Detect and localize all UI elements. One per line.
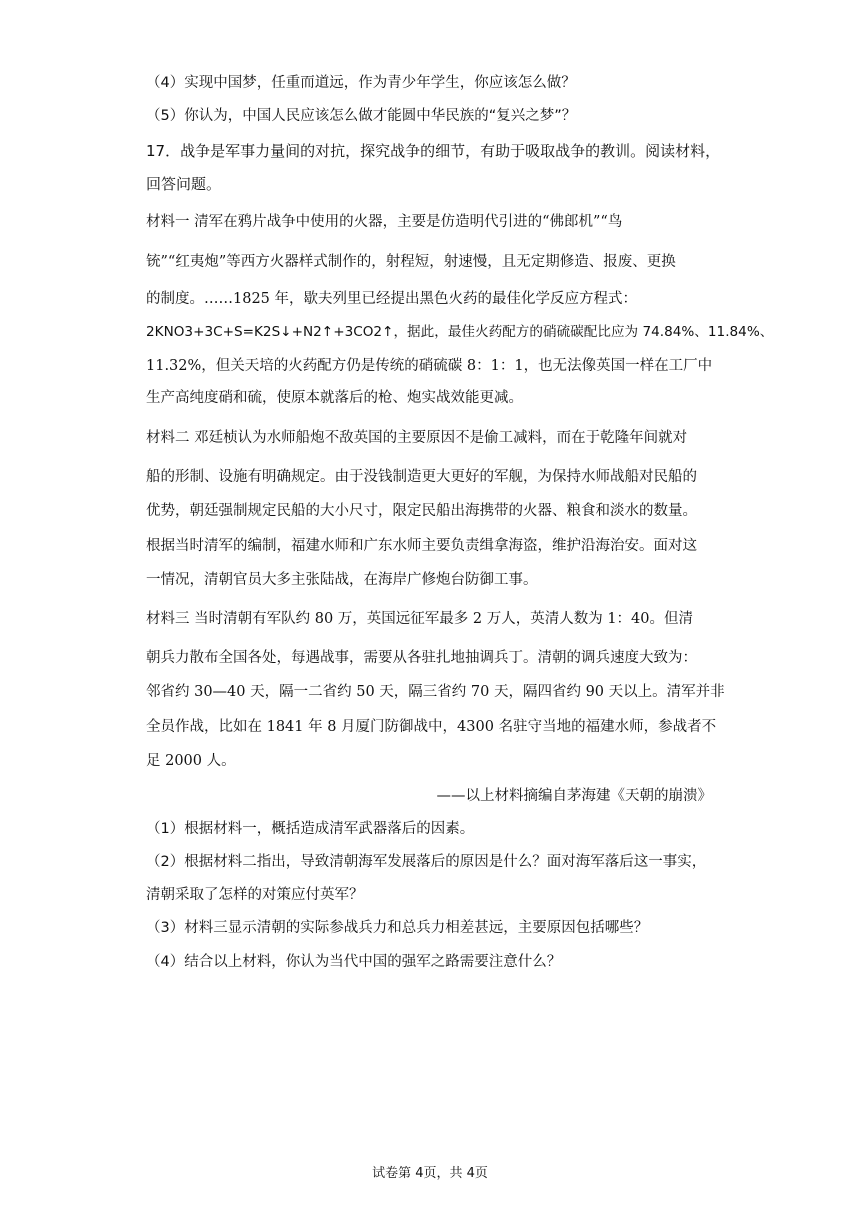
sub-question-4: （4）结合以上材料，你认为当代中国的强军之路需要注意什么？: [146, 954, 562, 970]
q17-prompt-line-2: 回答问题。: [146, 175, 222, 193]
material1-line: 生产高纯度硝和硫，使原本就落后的枪、炮实战效能更减。: [146, 390, 523, 406]
sub-question-2-continued: 清朝采取了怎样的对策应付英军？: [146, 887, 364, 903]
sub-question-1: （1）根据材料一，概括造成清军武器落后的因素。: [146, 821, 475, 837]
material3-line: 邻省约 30—40 天，隔一二省约 50 天，隔三省约 70 天，隔四省约 90 天以上。清军并非: [146, 684, 725, 700]
material1-line: 11.32%，但关天培的火药配方仍是传统的硝硫碳 8：1：1，也无法像英国一样在工厂中: [146, 358, 713, 374]
q17-prompt-line-1: 17．战争是军事力量间的对抗，探究战争的细节，有助于吸取战争的教训。阅读材料，: [146, 142, 721, 160]
question-5: （5）你认为，中国人民应该怎么做才能圆中华民族的“复兴之梦”？: [146, 108, 577, 124]
page-footer: 试卷第 4页，共 4页: [372, 1166, 488, 1181]
material2-line: 船的形制、设施有明确规定。由于没钱制造更大更好的军舰，为保持水师战船对民船的: [146, 469, 697, 485]
material1-line: 材料一 清军在鸦片战争中使用的火器，主要是仿造明代引进的“佛郎机”“鸟: [146, 214, 623, 230]
material3-line: 全员作战，比如在 1841 年 8 月厦门防御战中，4300 名驻守当地的福建水师，参战者不: [146, 719, 717, 735]
sub-question-3: （3）材料三显示清朝的实际参战兵力和总兵力相差甚远，主要原因包括哪些？: [146, 920, 649, 936]
material2-line: 一情况，清朝官员大多主张陆战，在海岸广修炮台防御工事。: [146, 572, 538, 588]
sub-question-2: （2）根据材料二指出，导致清朝海军发展落后的原因是什么？面对海军落后这一事实，: [146, 854, 707, 870]
material2-line: 材料二 邓廷桢认为水师船炮不敌英国的主要原因不是偷工减料，而在于乾隆年间就对: [146, 430, 688, 446]
material1-formula-line: 2KNO3+3C+S=K2S↓+N2↑+3CO2↑，据此，最佳火药配方的硝硫碳配比应为 74.84%、11.84%、: [146, 324, 774, 340]
material3-line: 材料三 当时清朝有军队约 80 万，英国远征军最多 2 万人，英清人数为 1：40。但清: [146, 611, 694, 627]
material1-line: 的制度。……1825 年，歇夫列里已经提出黑色火药的最佳化学反应方程式：: [146, 291, 638, 307]
material-source: ——以上材料摘编自茅海建《天朝的崩溃》: [436, 788, 712, 804]
material1-line: 铳”“红夷炮”等西方火器样式制作的，射程短，射速慢，且无定期修造、报废、更换: [146, 254, 676, 270]
material2-line: 根据当时清军的编制，福建水师和广东水师主要负责缉拿海盗，维护沿海治安。面对这: [146, 538, 697, 554]
material3-line: 朝兵力散布全国各处，每遇战事，需要从各驻扎地抽调兵丁。清朝的调兵速度大致为：: [146, 650, 697, 666]
material2-line: 优势，朝廷强制规定民船的大小尺寸，限定民船出海携带的火器、粮食和淡水的数量。: [146, 503, 697, 519]
material3-line: 足 2000 人。: [146, 753, 236, 769]
question-4: （4）实现中国梦，任重而道远，作为青少年学生，你应该怎么做？: [146, 75, 576, 91]
